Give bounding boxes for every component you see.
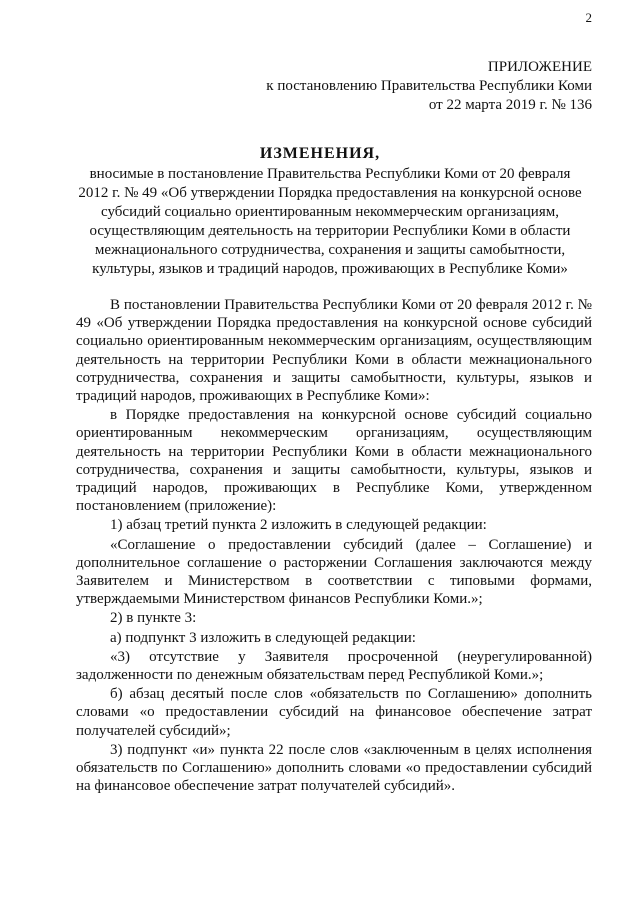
subtitle-line: межнационального сотрудничества, сохранения и защиты самобытности, <box>94 242 566 258</box>
document-title: ИЗМЕНЕНИЯ, <box>259 145 381 162</box>
subtitle-line: вносимые в постановление Правительства Республики Коми от 20 февраля <box>89 166 571 182</box>
body-paragraph: 3) подпункт «и» пункта 22 после слов «заключенным в целях исполнения обязательств по Соглашению» дополнить словами «о предоставлении субсидий на финансовое обеспечение затрат получателей субсидий». <box>76 741 592 795</box>
body-paragraph: а) подпункт 3 изложить в следующей редакции: <box>110 629 416 646</box>
body-paragraph: б) абзац десятый после слов «обязательств по Соглашению» дополнить словами «о предоставлении субсидий на финансовое обеспечение затрат получателей субсидий»; <box>76 686 592 739</box>
appendix-label: ПРИЛОЖЕНИЕ <box>487 59 592 75</box>
appendix-resolution: к постановлению Правительства Республики Коми <box>266 78 592 94</box>
body-paragraph: В постановлении Правительства Республики Коми от 20 февраля 2012 г. № 49 «Об утверждении Порядка предоставления на конкурсной основе субсидий социально ориентированным некоммерческим организациям, осуществляющим деятельность на территории Республики Коми в области межнационального сотрудничества, сохранения и защиты самобытности, культуры, языков и традиций народов, проживающих в Республике Коми»: <box>76 297 592 405</box>
body-paragraph: «Соглашение о предоставлении субсидий (далее – Соглашение) и дополнительное соглашение о расторжении Соглашения заключаются между Заявителем и Министерством в соответствии с типовыми формами, утверждаемыми Министерством финансов Республики Коми.»; <box>76 536 592 608</box>
page-number: 2 <box>585 10 592 25</box>
subtitle-line: культуры, языков и традиций народов, проживающих в Республике Коми» <box>92 261 568 277</box>
body-paragraph: 2) в пункте 3: <box>110 610 197 627</box>
subtitle-line: осуществляющим деятельность на территории Республики Коми в области <box>89 223 571 239</box>
subtitle-line: субсидий социально ориентированным некоммерческим организациям, <box>101 204 559 220</box>
body-paragraph: 1) абзац третий пункта 2 изложить в следующей редакции: <box>110 517 487 534</box>
body-paragraph: «3) отсутствие у Заявителя просроченной (неурегулированной) задолженности по денежным обязательствам перед Республикой Коми.»; <box>76 648 592 684</box>
body-paragraph: в Порядке предоставления на конкурсной основе субсидий социально ориентированным некоммерческим организациям, осуществляющим деятельность на территории Республики Коми в области межнационального сотрудничества, сохранения и защиты самобытности, культуры, языков и традиций народов, проживающих в Республике Коми, утвержденном постановлением (приложение): <box>76 407 592 515</box>
appendix-header <box>266 58 592 115</box>
document-subtitle <box>70 165 590 279</box>
appendix-date: от 22 марта 2019 г. № 136 <box>428 97 592 113</box>
subtitle-line: 2012 г. № 49 «Об утверждении Порядка предоставления на конкурсной основе <box>78 185 582 201</box>
document-body <box>76 296 592 796</box>
